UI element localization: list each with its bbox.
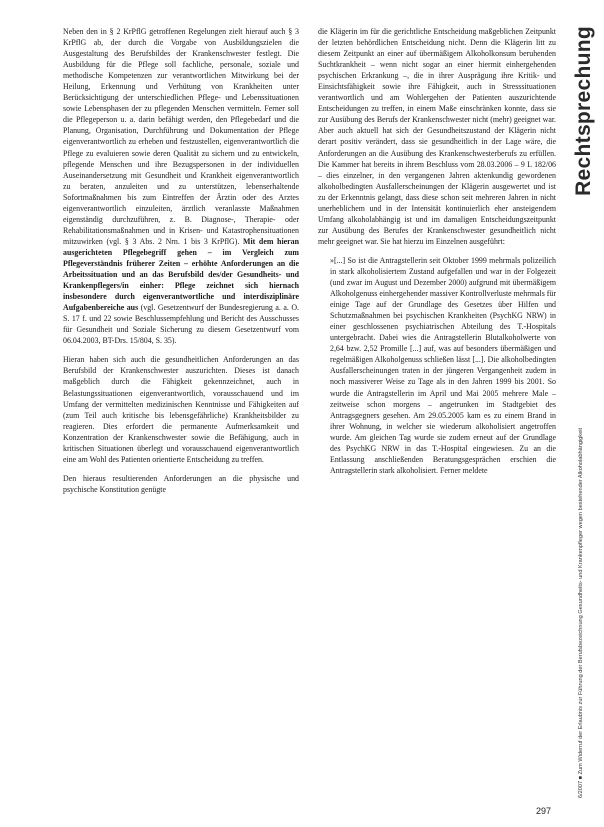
left-column	[63, 26, 299, 503]
section-label	[570, 26, 594, 246]
paragraph: Hieran haben sich auch die gesundheitlichen Anforderungen an das Berufsbild der Krankenschwester auszurichten. Dieses ist danach maßgeblich durch die Fähigkeit gekennzeichnet, auch in Belastungssituationen eigenverantwortlich, vorausschauend und im Umfang der vermittelten medizinischen Kenntnisse und Fähigkeiten auf (zum Teil auch kritische bis lebensgefährliche) Krankheitsbilder zu reagieren. Dies erfordert die permanente Aufmerksamkeit und Konzentration der Krankenschwester sowie die Befähigung, auch in kritischen Situationen überlegt und vorausschauend eigenverantwortlich eine am Wohl des Patienten orientierte Entscheidung zu treffen.	[63, 355, 299, 464]
quotation: »[...] So ist die Antragstellerin seit Oktober 1999 mehrmals polizeilich in stark alkoholisiertem Zustand aufgefallen und war in der Folgezeit (und zwar im August und Dezember 2000) aufgrund mit übermäßigem Alkoholgenuss einhergehender massiver Kontrollverluste mehrmals für einige Tage auf der Grundlage des Gesetzes über Hilfen und Schutzmaßnahmen bei psychischen Krankheiten (PsychKG NRW) in einer geschlossenen psychiatrischen Abteilung des T.-Hospitals untergebracht. Dabei wies die Antragstellerin Blutalkoholwerte von 2,64 bzw. 2,52 Promille [...] auf, was auf besonders übermäßigen und regelmäßigen Alkoholgenuss schließen lässt [...]. Die alkoholbedingten Ausfallerscheinungen traten in der jüngeren Vergangenheit zudem in noch massiverer Weise zu Tage als in den Jahren 1999 bis 2001. So wurde die Antragstellerin im April und Mai 2005 mehrere Male – zeitweise schon morgens – angetrunken im Stadtgebiet des Antragsgegners gesehen. Am 29.05.2005 kam es zu einem Brand in ihrer Wohnung, in welcher sie wiederum alkoholisiert angetroffen wurde. Am gleichen Tag wurde sie zudem erneut auf der Grundlage des PsychKG NRW in das T.-Hospital eingewiesen. Zu an die Entlassung anschließenden Beratungsgesprächen erschien die Antragstellerin stark alkoholisiert. Ferner meldete	[330, 255, 556, 475]
section-label-text: Rechtsprechung	[572, 26, 595, 196]
paragraph: Den hieraus resultierenden Anforderungen an die physische und psychische Konstitution genügte	[63, 473, 299, 494]
right-column	[318, 26, 556, 484]
running-citation: 6/2007 ■ Zum Widerruf der Erlaubnis zur Führung der Berufsbezeichnung Gesundheits- und Krankenpfleger wegen bestehender Alkoholabhängigkeit	[578, 428, 584, 798]
paragraph: die Klägerin im für die gerichtliche Entscheidung maßgeblichen Zeitpunkt der letzten behördlichen Entscheidung nicht. Denn die Klägerin litt zu diesem Zeitpunkt an einer auf übermäßigem Alkoholkonsum beruhenden Suchtkrankheit – wenn nicht sogar an einer hiermit einhergehenden psychischen Erkrankung –, die in ihrer Ausprägung ihre Kritik- und Einsichtsfähigkeit sowie ihre Fähigkeit, auch in Stresssituationen verantwortlich und am Wohlergehen der Patienten auszurichtende Entscheidungen zu treffen, in einem Maße einschränken konnte, dass sie zur Ausübung des Berufs der Krankenschwester nicht (mehr) geeignet war. Aber auch aktuell hat sich der Gesundheitszustand der Klägerin nicht derart positiv verändert, dass sie gesundheitlich in der Lage wäre, die Anforderungen an die Ausübung des Krankenschwesterberufs zu erfüllen. Die Kammer hat bereits in ihrem Beschluss vom 28.03.2006 – 9 L 182/06 – dies einzelner, in den vergangenen Jahren aktenkundig gewordenen alkoholbedingten Ausfallerscheinungen der Klägerin ausgewertet und ist zu der Erkenntnis gelangt, dass diese schon seit mehreren Jahren in nicht unerheblichem und in der Intensität kontinuierlich eher ansteigendem Umfang alkoholabhängig ist und im damaligen Entscheidungszeitpunkt zur Ausübung des Berufes der Krankenschwester gesundheitlich nicht mehr geeignet war. Sie hat hierzu im Einzelnen ausgeführt:	[318, 27, 556, 246]
paragraph-text: Neben den in § 2 KrPflG getroffenen Regelungen zielt hierauf auch § 3 KrPflG ab, der durch die Vorgabe von Ausbildungszielen die Ausgestaltung des Berufsbildes der Krankenschwester festlegt. Die Ausbildung für die Pflege soll fachliche, personale, soziale und methodische Kompetenzen zur verantwortlichen Mitwirkung bei der Heilung, Erkennung und Verhütung von Krankheiten unter Berücksichtigung der unterschiedlichen Pflege- und Lebenssituationen sowie Lebensphasen der zu pflegenden Menschen vermitteln. Ferner soll die Pflegeperson u. a. darin befähigt werden, den Pflegebedarf und die Planung, Organisation, Durchführung und Dokumentation der Pflege eigenverantwortlich zu erheben und festzustellen, eigenverantwortlich die Pflege zu evaluieren sowie deren Qualität zu sichern und zu entwickeln, pflegende Menschen und ihre Bezugspersonen in der individuellen Auseinandersetzung mit Gesundheit und Krankheit eigenverantwortlich zu beraten, anzuleiten und zu unterstützen, lebenserhaltende Sofortmaßnahmen bis zum Eintreffen der Ärztin oder des Arztes eigenverantwortlich einzuleiten, ärztlich veranlasste Maßnahmen eigenständig durchzuführen, z. B. Diagnose-, Therapie- oder Rehabilitationsmaßnahmen und in Krisen- und Katastrophensituationen mitzuwirken (vgl. § 3 Abs. 2 Nrn. 1 bis 3 KrPflG).	[63, 27, 299, 246]
page-number: 297	[536, 806, 552, 816]
bold-passage: Mit dem hieran ausgerichteten Pflegebegriff gehen – im Vergleich zum Pflegeverständnis früherer Zeiten – erhöhte Anforderungen an die Arbeitssituation und an das Berufsbild des/der Gesundheits- und Krankenpflegers/in einher: Pflege zeichnet sich hiernach insbesondere durch eigenverantwortliche und interdisziplinäre Aufgabenbereiche aus	[63, 236, 299, 313]
paragraph-text: (vgl. Gesetzentwurf der Bundesregierung a. a. O. S. 17 f. und 22 sowie Beschlussempfehlung und Bericht des Ausschusses für Gesundheit und Soziale Sicherung zu diesem Gesetzentwurf vom 06.04.2003, BT-Drs. 15/804, S. 35).	[63, 303, 299, 346]
paragraph	[63, 26, 299, 346]
